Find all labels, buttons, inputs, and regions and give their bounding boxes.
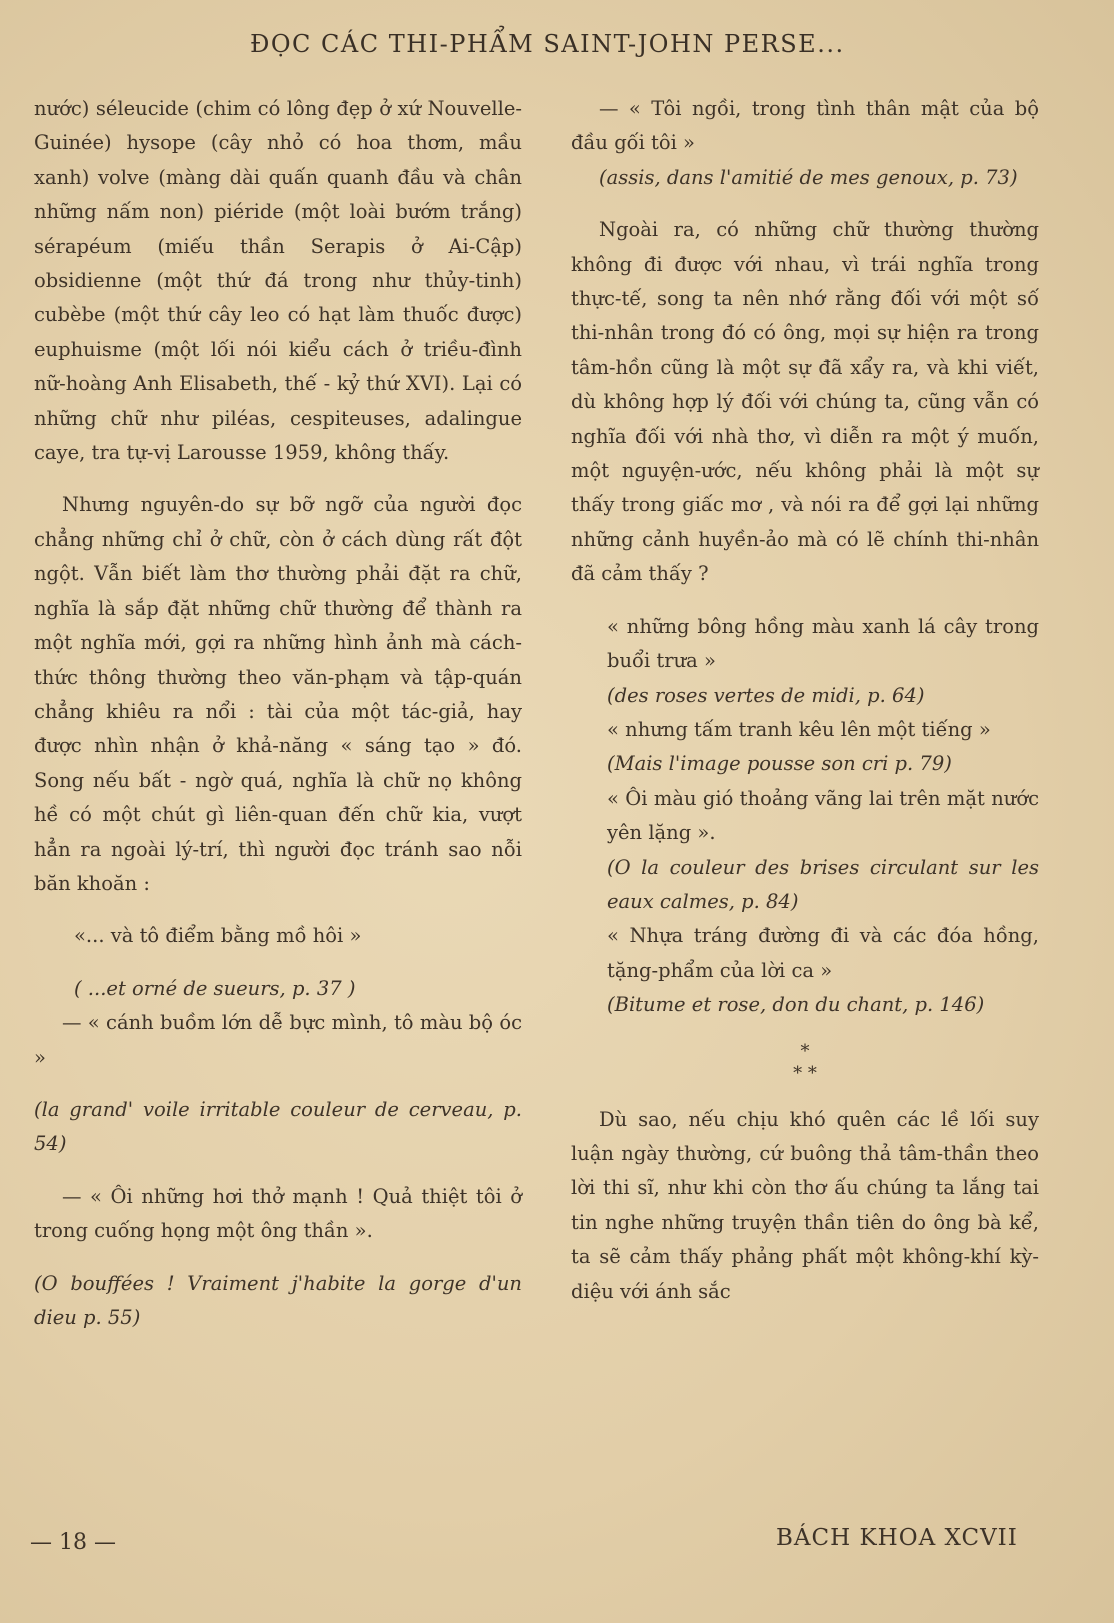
journal-footer: BÁCH KHOA XCVII: [776, 1525, 1018, 1551]
section-break-star-1: *: [800, 1040, 810, 1062]
quote-5: « những bông hồng màu xanh lá cây trong buổi trưa »: [607, 614, 1039, 673]
citation-2: (la grand' voile irritable couleur de cerveau, p. 54): [34, 1097, 522, 1156]
quote-3: — « Ôi những hơi thở mạnh ! Quả thiệt tôi ở trong cuống họng một ông thần ».: [34, 1184, 522, 1243]
citation-1: ( ...et orné de sueurs, p. 37 ): [74, 976, 356, 1000]
citation-6: (Mais l'image pousse son cri p. 79): [607, 752, 952, 776]
right-column: [571, 92, 1039, 1309]
quote-4: — « Tôi ngồi, trong tình thân mật của bộ đầu gối tôi »: [571, 97, 1039, 155]
left-column: [34, 92, 522, 1335]
citation-8: (Bitume et rose, don du chant, p. 146): [607, 993, 985, 1017]
citation-4: (assis, dans l'amitié de mes genoux, p. 73): [599, 165, 1018, 189]
running-title: ĐỌC CÁC THI-PHẨM SAINT-JOHN PERSE...: [250, 30, 845, 58]
quote-2: — « cánh buồm lớn dễ bực mình, tô màu bộ óc »: [34, 1011, 522, 1069]
page-number: — 18 —: [30, 1530, 116, 1555]
quote-7: « Ôi màu gió thoảng vãng lai trên mặt nước yên lặng ».: [607, 786, 1039, 845]
quote-8: « Nhựa tráng đường đi và các đóa hồng, tặng-phẩm của lời ca »: [607, 924, 1039, 982]
paragraph-closing: Dù sao, nếu chịu khó quên các lề lối suy luận ngày thường, cứ buông thả tâm-thần theo lời thi sĩ, như khi còn thơ ấu chúng ta lắng tai tin nghe những truyện thần tiên do ông bà kể, ta sẽ cảm thấy phảng phất một không-khí kỳ-diệu với ánh sắc: [571, 1107, 1039, 1303]
quote-1: «... và tô điểm bằng mồ hôi »: [74, 924, 362, 948]
citation-3: (O bouffées ! Vraiment j'habite la gorge d'un dieu p. 55): [34, 1271, 522, 1329]
citation-7: (O la couleur des brises circulant sur les eaux calmes, p. 84): [607, 855, 1039, 913]
paragraph-contrast: Ngoài ra, có những chữ thường thường không đi được với nhau, vì trái nghĩa trong thực-tế, song ta nên nhớ rằng đối với một số thi-nhân trong đó có ông, mọi sự hiện ra trong tâm-hồn cũng là một sự đã xẩy ra, và khi viết, dù không hợp lý đối với chúng ta, cũng vẫn có nghĩa đối với nhà thơ, vì diễn ra một ý muốn, một nguyện-ước, nếu không phải là một sự thấy trong giấc mơ , và nói ra để gợi lại những những cảnh huyền-ảo mà có lẽ chính thi-nhân đã cảm thấy ?: [571, 218, 1039, 586]
paragraph-main: Nhưng nguyên-do sự bỡ ngỡ của người đọc chẳng những chỉ ở chữ, còn ở cách dùng rất đột ngột. Vẫn biết làm thơ thường phải đặt ra chữ, nghĩa là sắp đặt những chữ thường để thành ra một nghĩa mới, gợi ra những hình ảnh mà cách-thức thông thường theo văn-phạm và tập-quán chẳng khiêu ra nổi : tài của một tác-giả, hay được nhìn nhận ở khả-năng « sáng tạo » đó. Song nếu bất - ngờ quá, nghĩa là chữ nọ không hề có một chút gì liên-quan đến chữ kia, vượt hẳn ra ngoài lý-trí, thì người đọc tránh sao nỗi băn khoăn :: [34, 493, 522, 895]
section-break-star-2: * *: [793, 1062, 817, 1084]
citation-5: (des roses vertes de midi, p. 64): [607, 683, 925, 707]
paragraph-glossary: nước) séleucide (chim có lông đẹp ở xứ Nouvelle-Guinée) hysope (cây nhỏ có hoa thơm, mầu xanh) volve (màng dài quấn quanh đầu và chân những nấm non) piéride (một loài bướm trắng) sérapéum (miếu thần Serapis ở Ai-Cập) obsidienne (một thứ đá trong như thủy-tinh) cubèbe (một thứ cây leo có hạt làm thuốc được) euphuisme (một lối nói kiểu cách ở triều-đình nữ-hoàng Anh Elisabeth, thế - kỷ thứ XVI). Lại có những chữ như piléas, cespiteuses, adalingue caye, tra tự-vị Larousse 1959, không thấy.: [34, 97, 522, 465]
quote-6: « nhưng tấm tranh kêu lên một tiếng »: [607, 717, 991, 741]
